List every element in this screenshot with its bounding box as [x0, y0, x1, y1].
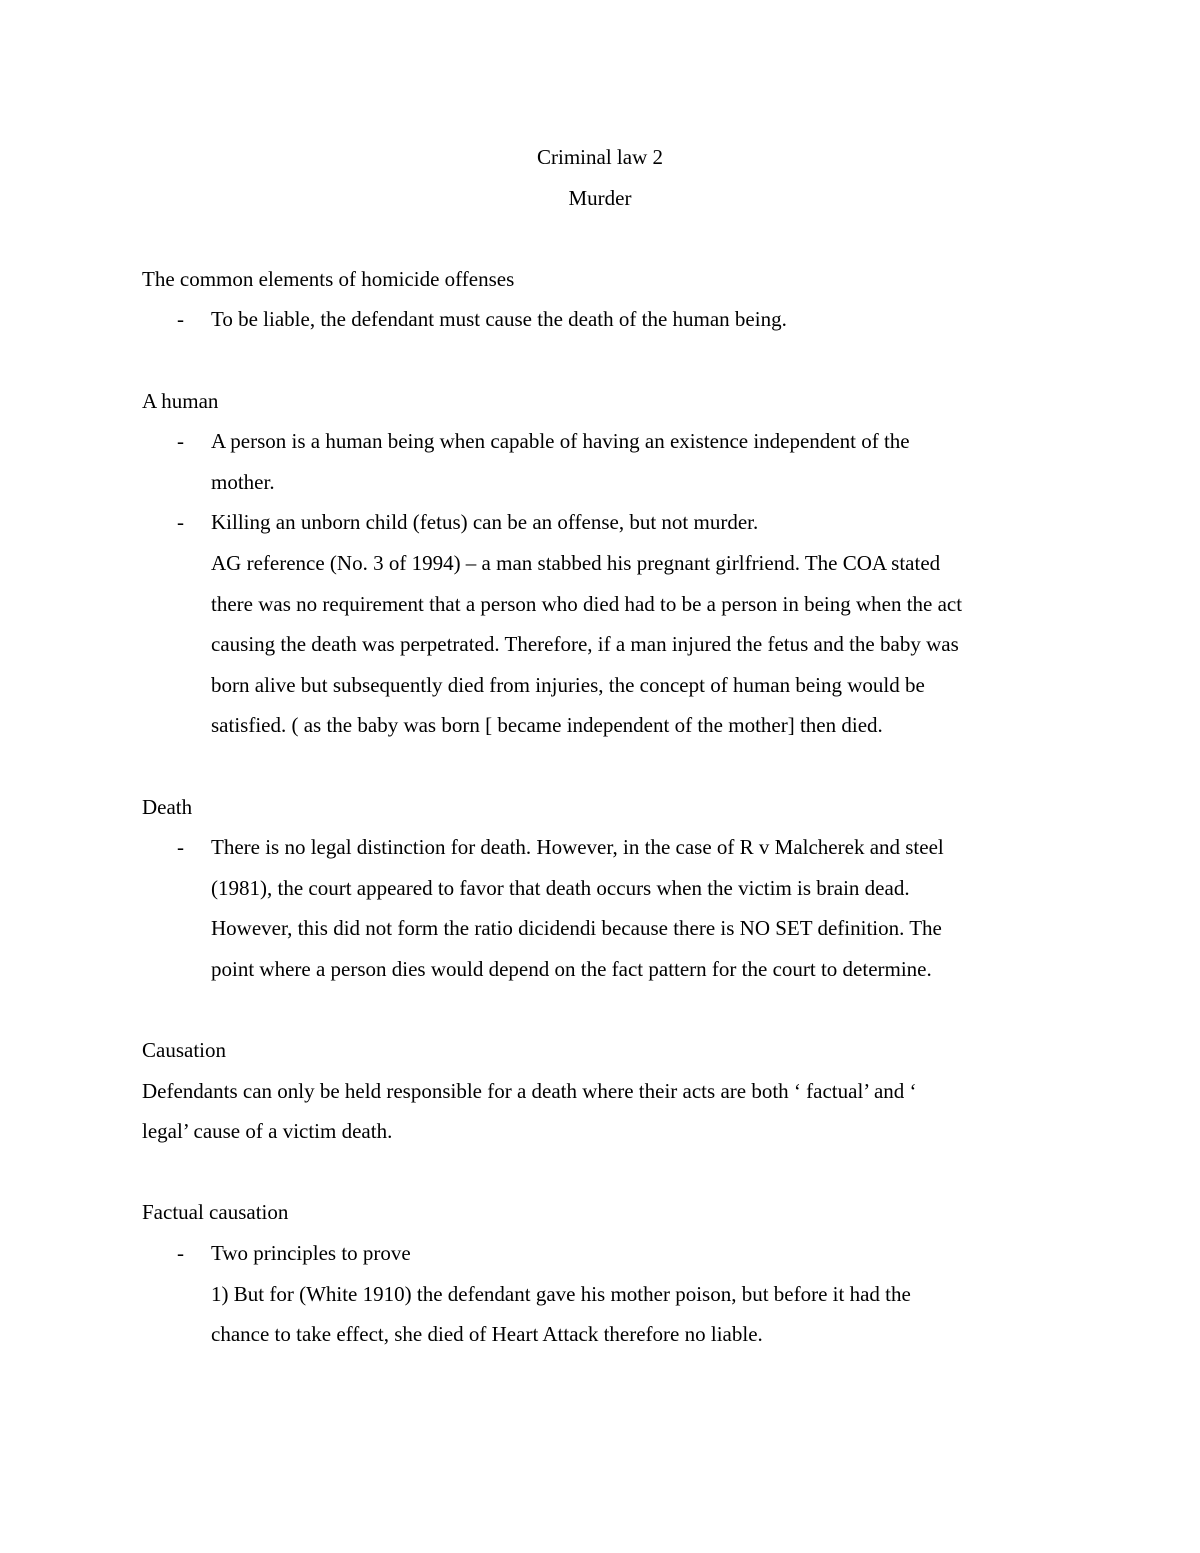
section-heading-factual-causation: Factual causation [142, 1200, 289, 1225]
bullet-item [142, 827, 1062, 868]
paragraph-line: born alive but subsequently died from injuries, the concept of human being would be [211, 672, 925, 697]
paragraph-line: chance to take effect, she died of Heart Attack therefore no liable. [211, 1322, 763, 1347]
bullet-item [142, 421, 1062, 462]
bullet-dash: - [177, 1241, 184, 1266]
spacer [142, 746, 1062, 787]
bullet-continuation: However, this did not form the ratio dicidendi because there is NO SET definition. The [211, 916, 942, 941]
section-heading-common-elements: The common elements of homicide offenses [142, 266, 515, 291]
bullet-dash: - [177, 835, 184, 860]
bullet-continuation: point where a person dies would depend on the fact pattern for the court to determine. [211, 956, 932, 981]
bullet-dash: - [177, 429, 184, 454]
spacer [142, 1152, 1062, 1193]
paragraph-line: causing the death was perpetrated. Therefore, if a man injured the fetus and the baby was [211, 632, 959, 657]
section-heading-causation: Causation [142, 1038, 226, 1063]
spacer [142, 218, 1062, 259]
paragraph-line: there was no requirement that a person who died had to be a person in being when the act [211, 591, 963, 616]
paragraph-line: 1) But for (White 1910) the defendant gave his mother poison, but before it had the [211, 1281, 911, 1306]
bullet-text: To be liable, the defendant must cause the death of the human being. [211, 307, 787, 332]
bullet-item [142, 1233, 1062, 1274]
bullet-text: Killing an unborn child (fetus) can be an offense, but not murder. [211, 510, 759, 535]
bullet-dash: - [177, 510, 184, 535]
bullet-text: Two principles to prove [211, 1241, 411, 1266]
bullet-item [142, 502, 1062, 543]
bullet-continuation: (1981), the court appeared to favor that death occurs when the victim is brain dead. [211, 875, 910, 900]
bullet-text: There is no legal distinction for death. However, in the case of R v Malcherek and steel [211, 835, 944, 860]
document-title: Criminal law 2 [537, 145, 663, 169]
bullet-dash: - [177, 307, 184, 332]
paragraph-line: Defendants can only be held responsible for a death where their acts are both ‘ factual’ and ‘ [142, 1078, 917, 1103]
paragraph-line: legal’ cause of a victim death. [142, 1119, 393, 1144]
paragraph-line: satisfied. ( as the baby was born [ became independent of the mother] then died. [211, 713, 883, 738]
bullet-continuation: mother. [211, 469, 275, 494]
bullet-text: A person is a human being when capable of having an existence independent of the [211, 429, 910, 454]
section-heading-a-human: A human [142, 388, 219, 413]
paragraph-line: AG reference (No. 3 of 1994) – a man stabbed his pregnant girlfriend. The COA stated [211, 550, 941, 575]
document-subtitle: Murder [568, 185, 632, 210]
spacer [142, 340, 1062, 381]
document-body [142, 137, 1062, 1355]
bullet-item [142, 299, 1062, 340]
spacer [142, 989, 1062, 1030]
section-heading-death: Death [142, 794, 193, 819]
